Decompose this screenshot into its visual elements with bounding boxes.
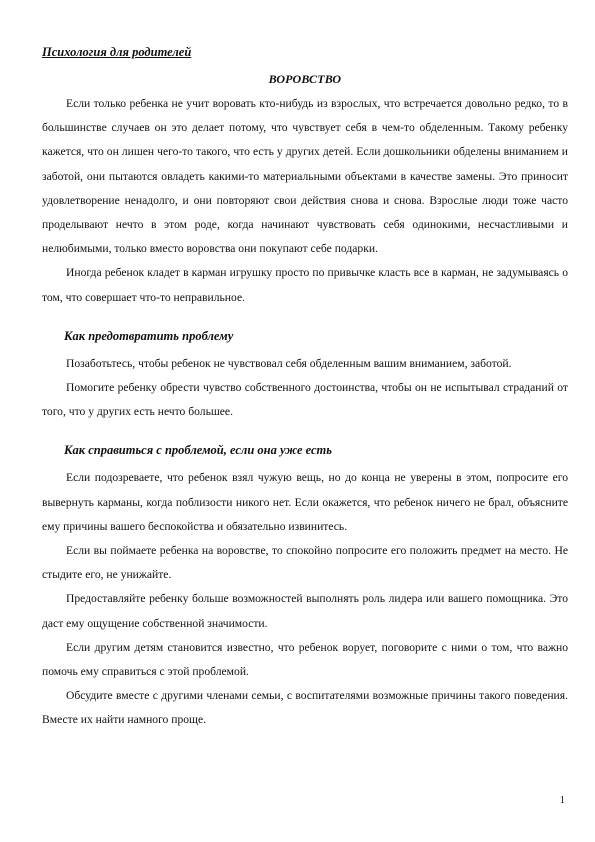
page-number: 1 — [559, 795, 565, 806]
page-header: Психология для родителей — [42, 45, 192, 59]
document-title: ВОРОВСТВО — [268, 72, 342, 86]
section-heading-cope: Как справиться с проблемой, если она уже есть — [64, 443, 332, 458]
cope-paragraph-2: Если вы поймаете ребенка на воровстве, то спокойно попросите его положить предмет на место. Не стыдите его, не унижайте. — [42, 544, 568, 582]
prevent-paragraph-1: Позаботьтесь, чтобы ребенок не чувствовал себя обделенным вашим вниманием, заботой. — [66, 356, 512, 370]
page-content — [42, 44, 568, 733]
intro-paragraph-2: Иногда ребенок кладет в карман игрушку просто по привычке класть все в карман, не задумываясь о том, что совершает что-то неправильное. — [42, 266, 568, 304]
intro-paragraph-1: Если только ребенка не учит воровать кто-нибудь из взрослых, что встречается довольно редко, то в большинстве случаев он это делает потому, что чувствует себя в чем-то обделенным. Такому ребенку кажется, что он лишен чего-то такого, что есть у других детей. Если дошкольники обделены вниманием и заботой, они пытаются овладеть какими-то материальными объектами в качестве замены. Это приносит удовлетворение ненадолго, и они повторяют свои действия снова и снова. Взрослые люди тоже часто проделывают нечто в этом роде, когда начинают чувствовать себя одинокими, несчастливыми и нелюбимыми, только вместо воровства они покупают себе подарки. — [42, 97, 568, 256]
cope-paragraph-1: Если подозреваете, что ребенок взял чужую вещь, но до конца не уверены в этом, попросите его вывернуть карманы, когда поблизости никого нет. Если окажется, что ребенок ничего не брал, объясните ему причины вашего беспокойства и обязательно извинитесь. — [42, 471, 568, 533]
section-heading-prevent: Как предотвратить проблему — [64, 328, 234, 343]
cope-paragraph-5: Обсудите вместе с другими членами семьи, с воспитателями возможные причины такого поведения. Вместе их найти намного проще. — [42, 689, 568, 727]
cope-paragraph-4: Если другим детям становится известно, что ребенок ворует, поговорите с ними о том, что важно помочь ему справиться с этой проблемой. — [42, 640, 568, 679]
cope-paragraph-3: Предоставляйте ребенку больше возможностей выполнять роль лидера или вашего помощника. Это даст ему ощущение собственной значимости. — [42, 592, 568, 630]
prevent-paragraph-2: Помогите ребенку обрести чувство собственного достоинства, чтобы он не испытывал страданий от того, что у других есть нечто большее. — [42, 381, 568, 419]
